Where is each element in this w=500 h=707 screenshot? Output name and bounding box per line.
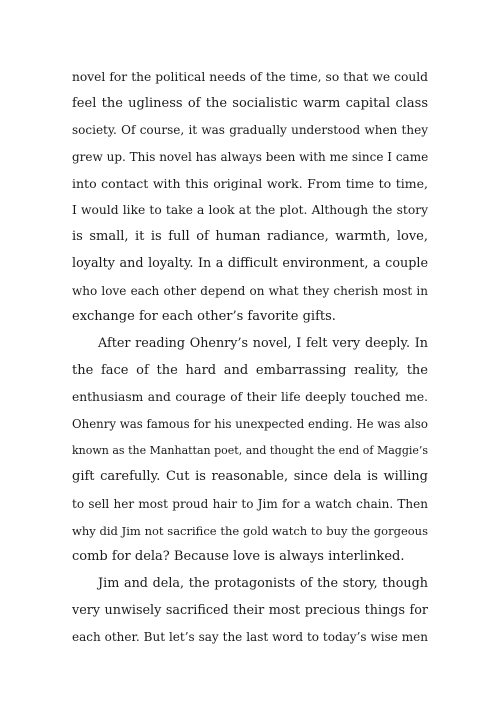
text-line: enthusiasm and courage of their life deeply touched me.	[72, 390, 428, 405]
text-line: why did Jim not sacrifice the gold watch to buy the gorgeous	[72, 523, 428, 538]
text-line: novel for the political needs of the time, so that we could	[72, 70, 428, 84]
text-line: society. Of course, it was gradually understood when they	[72, 123, 428, 138]
text-line: grew up. This novel has always been with me since I came	[72, 150, 428, 165]
text-line: I would like to take a look at the plot. Although the story	[72, 203, 428, 218]
text-line: known as the Manhattan poet, and thought the end of Maggie’s	[72, 443, 428, 457]
text-line: very unwisely sacrificed their most precious things for	[72, 602, 428, 618]
text-line: Ohenry was famous for his unexpected ending. He was also	[72, 416, 428, 431]
text-line: is small, it is full of human radiance, warmth, love,	[72, 229, 428, 245]
text-line: to sell her most proud hair to Jim for a watch chain. Then	[72, 497, 428, 511]
text-line: comb for dela? Because love is always interlinked.	[72, 549, 405, 565]
text-line: who love each other depend on what they cherish most in	[72, 283, 428, 298]
text-line: each other. But let’s say the last word to today’s wise men	[72, 630, 428, 645]
text-line: the face of the hard and embarrassing reality, the	[72, 362, 428, 378]
text-line: gift carefully. Cut is reasonable, since dela is willing	[72, 469, 428, 485]
text-line: exchange for each other’s favorite gifts.	[72, 309, 336, 325]
text-line: feel the ugliness of the socialistic warm capital class	[72, 95, 428, 111]
text-line: Jim and dela, the protagonists of the story, though	[98, 576, 428, 592]
body-text	[72, 64, 428, 651]
text-line: loyalty and loyalty. In a difficult environment, a couple	[72, 255, 428, 271]
text-line: into contact with this original work. From time to time,	[72, 175, 428, 191]
text-line: After reading Ohenry’s novel, I felt very deeply. In	[98, 335, 428, 351]
